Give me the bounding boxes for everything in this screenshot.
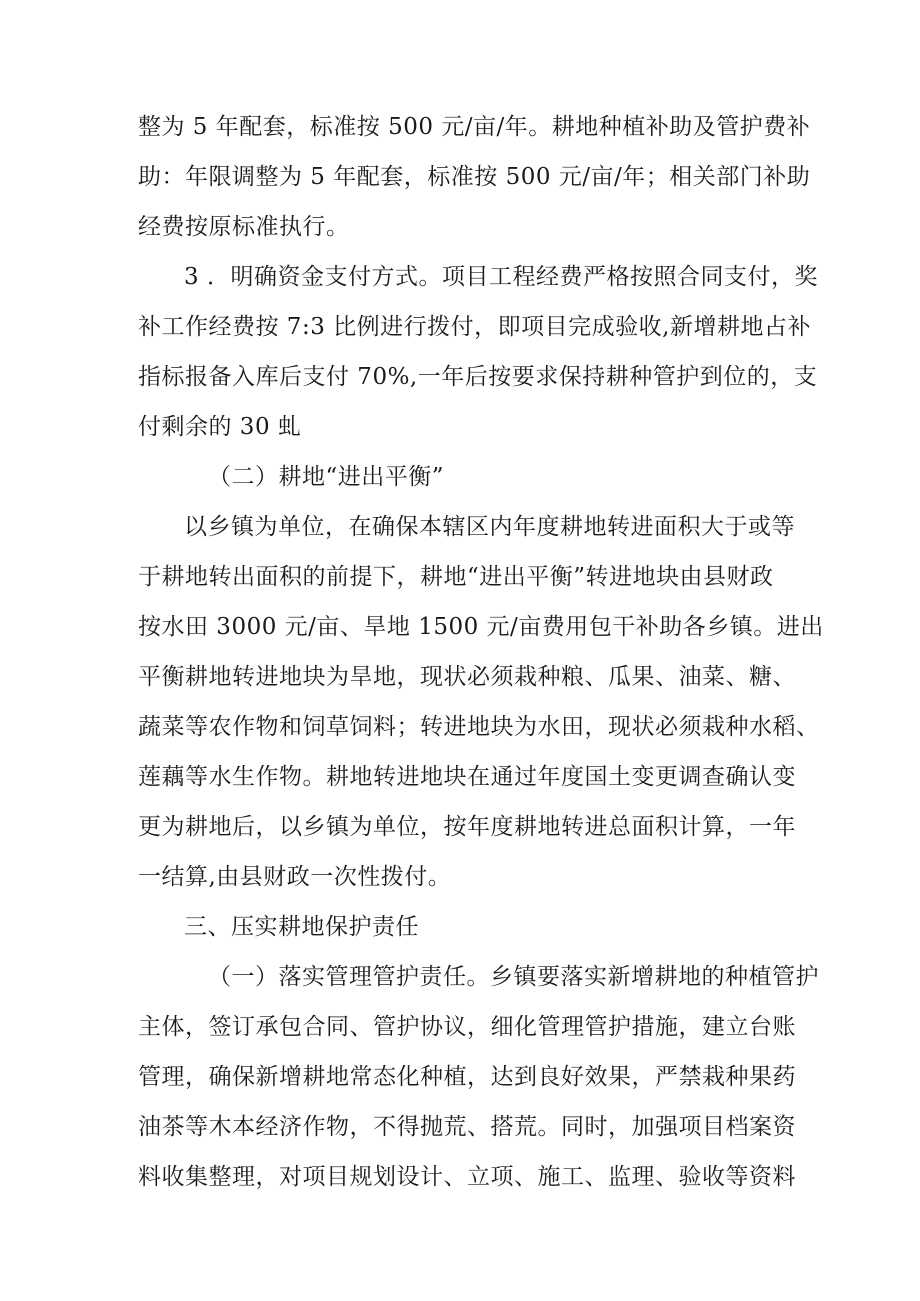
section-heading-3: 三、压实耕地保护责任: [184, 914, 419, 940]
paragraph-line-20: 管理，确保新增耕地常态化种植，达到良好效果，严禁栽种果药: [138, 1064, 796, 1090]
document-body: [138, 102, 824, 1202]
paragraph-line-13: 蔬菜等农作物和饲草饲料；转进地块为水田，现状必须栽种水稻、: [138, 714, 820, 740]
paragraph-line-5: 补工作经费按 7:3 比例进行拨付，即项目完成验收,新增耕地占补: [138, 314, 811, 340]
paragraph-line-14: 莲藕等水生作物。耕地转进地块在通过年度国土变更调查确认变: [138, 764, 796, 790]
paragraph-line-6: 指标报备入库后支付 70%,一年后按要求保持耕种管护到位的，支: [138, 364, 818, 390]
section-heading-2: （二）耕地“进出平衡”: [208, 464, 445, 490]
paragraph-line-2: 助：年限调整为 5 年配套，标准按 500 元/亩/年；相关部门补助: [138, 164, 811, 190]
paragraph-line-19: 主体，签订承包合同、管护协议，细化管理管护措施，建立台账: [138, 1014, 796, 1040]
paragraph-line-10: 于耕地转出面积的前提下，耕地“进出平衡”转进地块由县财政: [138, 564, 774, 590]
paragraph-line-9: 以乡镇为单位，在确保本辖区内年度耕地转进面积大于或等: [184, 514, 795, 540]
paragraph-line-18: （一）落实管理管护责任。乡镇要落实新增耕地的种植管护: [208, 964, 819, 990]
paragraph-line-15: 更为耕地后，以乡镇为单位，按年度耕地转进总面积计算，一年: [138, 814, 796, 840]
paragraph-line-12: 平衡耕地转进地块为旱地，现状必须栽种粮、瓜果、油菜、糖、: [138, 664, 796, 690]
paragraph-line-1: 整为 5 年配套，标准按 500 元/亩/年。耕地种植补助及管护费补: [138, 114, 811, 140]
paragraph-line-11: 按水田 3000 元/亩、旱地 1500 元/亩费用包干补助各乡镇。进出: [138, 614, 824, 640]
paragraph-line-3: 经费按原标准执行。: [138, 214, 350, 240]
paragraph-line-4: 3 ．明确资金支付方式。项目工程经费严格按照合同支付，奖: [184, 264, 818, 290]
paragraph-line-7: 付剩余的 30 虬: [138, 414, 302, 440]
paragraph-line-16: 一结算,由县财政一次性拨付。: [138, 864, 452, 890]
paragraph-line-21: 油茶等木本经济作物，不得抛荒、搭荒。同时，加强项目档案资: [138, 1114, 796, 1140]
paragraph-line-22: 料收集整理，对项目规划设计、立项、施工、监理、验收等资料: [138, 1164, 796, 1190]
